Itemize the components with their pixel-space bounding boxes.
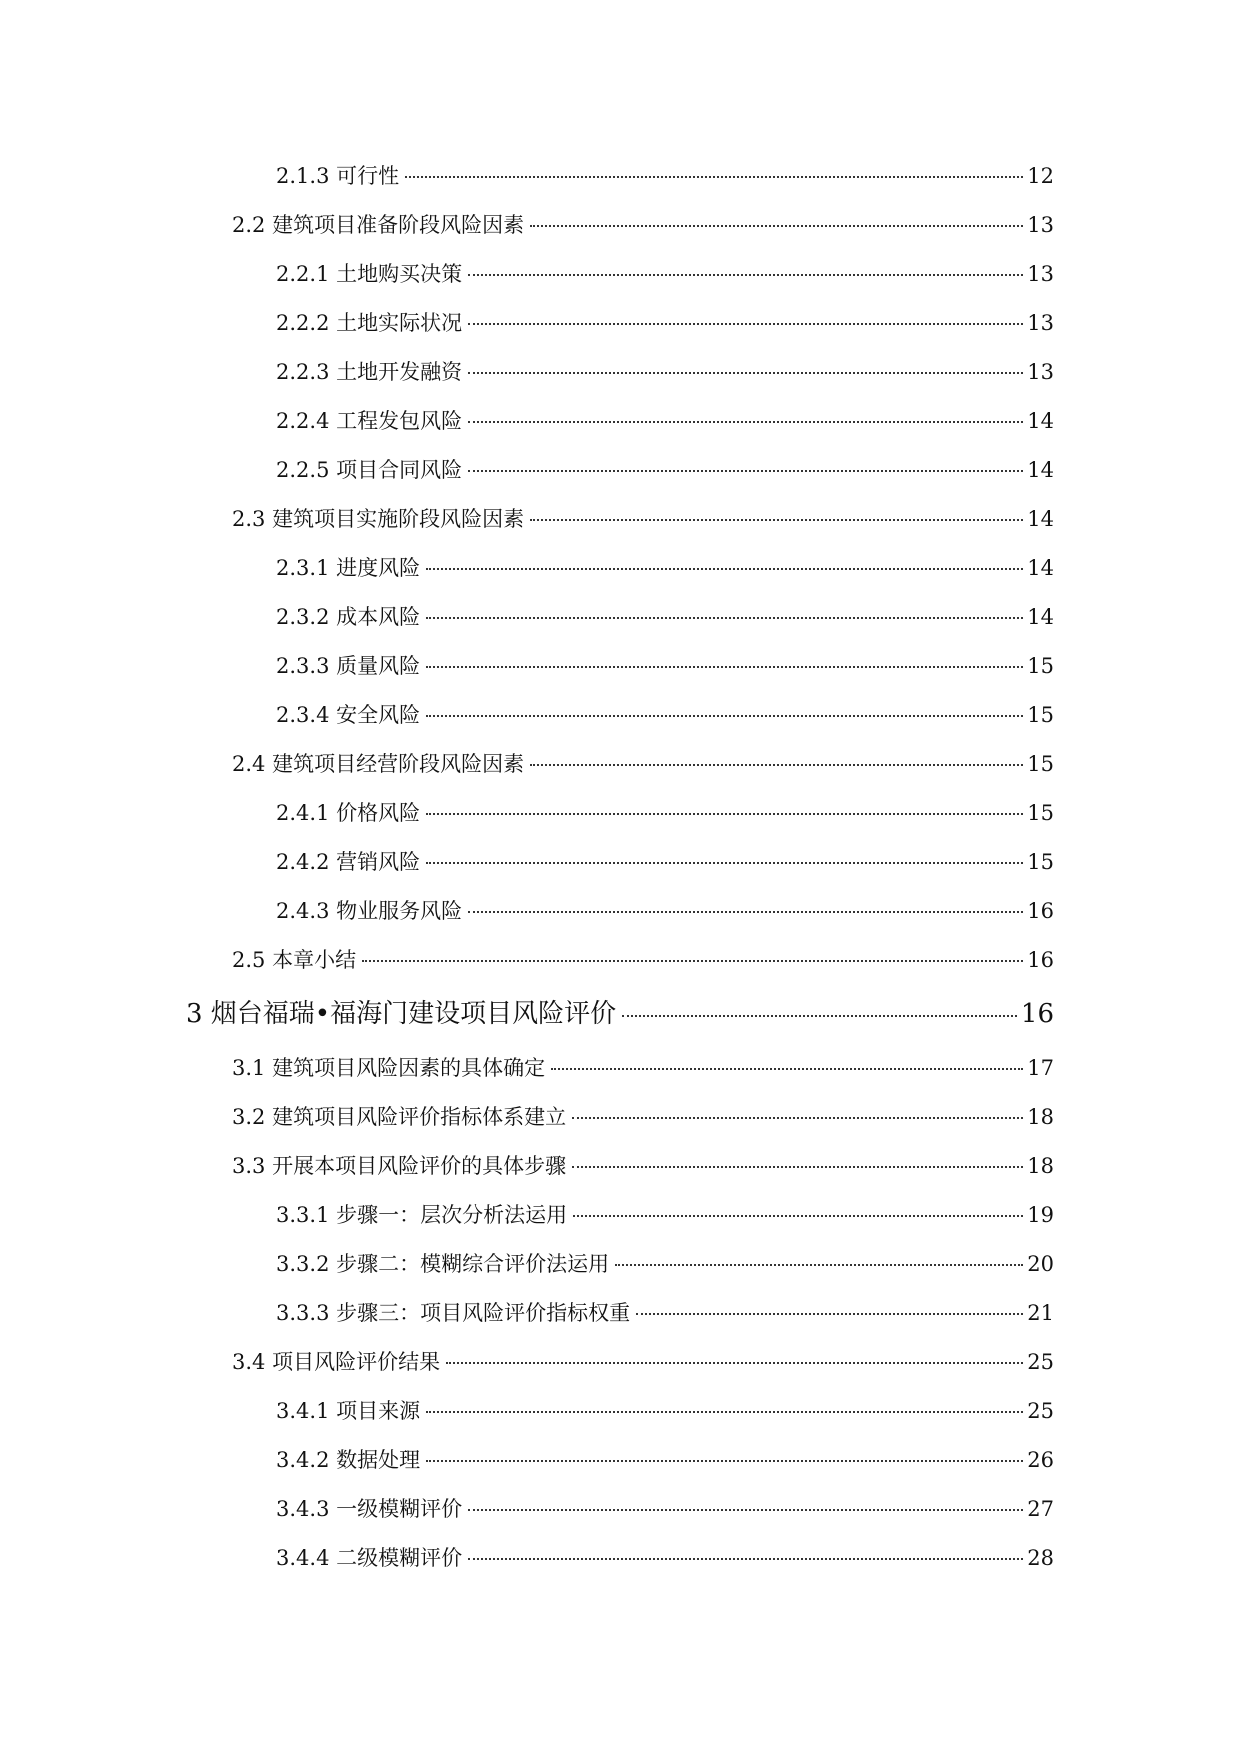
toc-entry-page: 20 [1027,1252,1054,1276]
toc-entry[interactable] [276,1248,1054,1278]
toc-entry-page: 25 [1027,1399,1054,1423]
toc-entry-label: 2.1.3 可行性 [276,164,400,188]
toc-entry[interactable] [232,1150,1054,1180]
toc-entry-page: 14 [1027,458,1054,482]
toc-entry[interactable] [232,944,1054,974]
dot-leader [468,1509,1023,1511]
toc-entry[interactable] [232,748,1054,778]
dot-leader [572,1166,1023,1168]
toc-entry-label: 2.4.3 物业服务风险 [276,899,463,923]
toc-entry-page: 16 [1027,948,1054,972]
dot-leader [362,960,1023,962]
dot-leader [426,813,1023,815]
dot-leader [468,274,1023,276]
toc-entry-label: 2.4.2 营销风险 [276,850,421,874]
dot-leader [468,1558,1023,1560]
toc-entry-page: 16 [1027,899,1054,923]
dot-leader [615,1264,1023,1266]
dot-leader [551,1068,1023,1070]
toc-entry-label: 2.3.2 成本风险 [276,605,421,629]
dot-leader [530,225,1023,227]
dot-leader [446,1362,1023,1364]
toc-entry-label: 2.3 建筑项目实施阶段风险因素 [232,507,525,531]
toc-entry-label: 2.5 本章小结 [232,948,357,972]
toc-entry-label: 3.2 建筑项目风险评价指标体系建立 [232,1105,567,1129]
toc-entry-label: 2.3.4 安全风险 [276,703,421,727]
dot-leader [468,470,1023,472]
toc-entry[interactable] [276,405,1054,435]
toc-entry[interactable] [276,356,1054,386]
dot-leader [426,568,1023,570]
dot-leader [426,617,1023,619]
toc-entry-label: 2.2.5 项目合同风险 [276,458,463,482]
toc-entry[interactable] [276,797,1054,827]
toc-entry[interactable] [276,895,1054,925]
toc-entry-page: 17 [1027,1056,1054,1080]
dot-leader [426,862,1023,864]
toc-entry-label: 3.3.2 步骤二：模糊综合评价法运用 [276,1252,610,1276]
toc-entry-label: 2.3.3 质量风险 [276,654,421,678]
dot-leader [426,666,1023,668]
dot-leader [622,1015,1017,1017]
toc-entry-label: 3.4.2 数据处理 [276,1448,421,1472]
toc-entry[interactable] [232,1346,1054,1376]
toc-entry-page: 14 [1027,556,1054,580]
toc-entry-page: 14 [1027,507,1054,531]
dot-leader [468,323,1023,325]
toc-entry[interactable] [276,160,1054,190]
toc-entry[interactable] [276,258,1054,288]
toc-entry-page: 28 [1027,1546,1054,1570]
toc-entry-page: 13 [1027,262,1054,286]
toc-entry[interactable] [232,1101,1054,1131]
toc-entry-label: 3.4.1 项目来源 [276,1399,421,1423]
dot-leader [468,421,1023,423]
toc-entry[interactable] [276,307,1054,337]
toc-entry-chapter[interactable] [186,993,1054,1030]
toc-entry-label: 3.4.3 一级模糊评价 [276,1497,463,1521]
dot-leader [426,1411,1023,1413]
toc-entry[interactable] [276,699,1054,729]
toc-entry-page: 12 [1027,164,1054,188]
toc-entry-label: 2.2.1 土地购买决策 [276,262,463,286]
dot-leader [530,519,1023,521]
toc-entry[interactable] [276,1297,1054,1327]
toc-entry[interactable] [276,1542,1054,1572]
toc-entry[interactable] [276,454,1054,484]
toc-entry-page: 15 [1027,654,1054,678]
toc-entry-page: 13 [1027,360,1054,384]
toc-entry[interactable] [276,1395,1054,1425]
toc-entry-page: 16 [1020,999,1054,1029]
toc-entry[interactable] [276,846,1054,876]
toc-entry-label: 3.4 项目风险评价结果 [232,1350,441,1374]
toc-entry-page: 14 [1027,605,1054,629]
dot-leader [426,1460,1023,1462]
toc-entry-page: 15 [1027,752,1054,776]
dot-leader [405,176,1023,178]
toc-entry-label: 3.3.1 步骤一：层次分析法运用 [276,1203,568,1227]
toc-entry[interactable] [276,601,1054,631]
toc-entry-page: 18 [1027,1105,1054,1129]
dot-leader [468,911,1023,913]
dot-leader [636,1313,1023,1315]
toc-entry-label: 2.2.4 工程发包风险 [276,409,463,433]
toc-entry-label: 3.3 开展本项目风险评价的具体步骤 [232,1154,567,1178]
toc-entry[interactable] [276,1199,1054,1229]
toc-entry-page: 13 [1027,311,1054,335]
dot-leader [468,372,1023,374]
toc-entry-page: 15 [1027,703,1054,727]
toc-entry-label: 2.2.2 土地实际状况 [276,311,463,335]
toc-entry-page: 27 [1027,1497,1054,1521]
toc-entry-label: 2.2.3 土地开发融资 [276,360,463,384]
toc-entry-page: 18 [1027,1154,1054,1178]
toc-entry-page: 15 [1027,850,1054,874]
toc-entry[interactable] [232,503,1054,533]
toc-entry-label: 3 烟台福瑞•福海门建设项目风险评价 [186,999,617,1029]
toc-entry[interactable] [276,650,1054,680]
toc-entry[interactable] [232,209,1054,239]
toc-entry-label: 2.4 建筑项目经营阶段风险因素 [232,752,525,776]
toc-entry[interactable] [276,1493,1054,1523]
toc-entry-page: 14 [1027,409,1054,433]
toc-entry-page: 21 [1027,1301,1054,1325]
toc-entry-label: 3.4.4 二级模糊评价 [276,1546,463,1570]
toc-entry-page: 25 [1027,1350,1054,1374]
toc-entry[interactable] [232,1052,1054,1082]
toc-entry-page: 13 [1027,213,1054,237]
toc-entry-page: 15 [1027,801,1054,825]
dot-leader [426,715,1023,717]
toc-entry-label: 2.2 建筑项目准备阶段风险因素 [232,213,525,237]
toc-entry-label: 3.1 建筑项目风险因素的具体确定 [232,1056,546,1080]
dot-leader [530,764,1023,766]
dot-leader [572,1117,1023,1119]
dot-leader [573,1215,1023,1217]
toc-entry-label: 2.3.1 进度风险 [276,556,421,580]
toc-entry[interactable] [276,552,1054,582]
toc-entry-label: 2.4.1 价格风险 [276,801,421,825]
toc-entry-page: 26 [1027,1448,1054,1472]
toc-entry[interactable] [276,1444,1054,1474]
toc-entry-page: 19 [1027,1203,1054,1227]
toc-entry-label: 3.3.3 步骤三：项目风险评价指标权重 [276,1301,631,1325]
